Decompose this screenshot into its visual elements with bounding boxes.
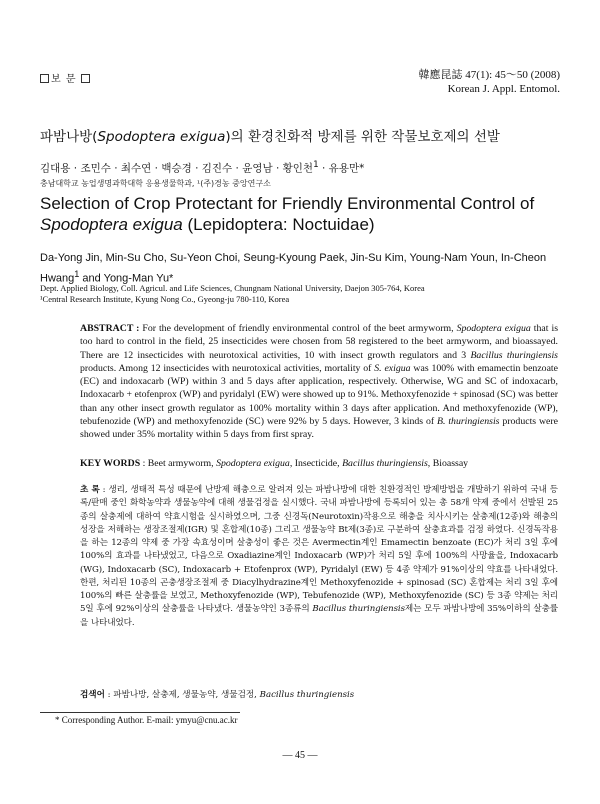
english-abstract: ABSTRACT : For the development of friendly environmental control of the beet armyworm, Spodoptera exigua that is too hard to control in the field, 25 insecticides were chosen from 58 registered to the beet armyworm, and bioassayed. There are 12 insecticides with neurotoxical activities, 10 with insect growth regulators and 3 Bacillus thuringiensis products. Among 12 insecticides with neurotoxical activities, mortality of S. exigua was 100% with emamectin benzoate (EC) and indoxacarb (WP) within 3 and 5 days after application, respectively. Otherwise, WG and SC of indoxacarb, Indoxacarb + etofenprox (WP) and pyridalyl (EW) were showed up to 91%. Methoxyfenozide + spinosad (SC) was better than any other insect growth regulator as 100% mortality within 3 days after application. And methoxyfenozide (WP), tebufenozide (WP) and methoxyfenozide (SC) were 92% by 5 days. However, 3 kinds of B. thuringiensis products were showed under 35% mortality within 5 days from first spray. (80, 323, 559, 441)
korean-keywords: 검색어 : 파밤나방, 살충제, 생물농약, 생물검정, Bacillus thuringiensis (80, 690, 355, 700)
english-keywords: KEY WORDS : Beet armyworm, Spodoptera exigua, Insecticide, Bacillus thuringiensis, Bioassay (80, 458, 469, 469)
footnote-divider (40, 712, 240, 713)
korean-abstract: 초 록 : 생리, 생태적 특성 때문에 난방제 해충으로 알려져 있는 파밤나방에 대한 친환경적인 방제방법을 개발하기 위하여 국내 등록/판매 중인 화학농약과 생물농약에 대해 생물검정을 실시했다. 국내 파밤나방에 등록되어 있는 총 58개 약제 중에서 선발된 25종의 살충제에 대하여 약효시험을 실시하였으며, 그중 신경독(Neurotoxin)작용으로 해충을 치사시키는 살충제(12종)와 해충의 성장을 저해하는 생장조절제(IGR) 및 혼합제(10종) 그리고 생물농약 Bt제(3종)로 구분하여 살충효과를 검정 하였다. 신경독작용을 하는 12종의 약제 중 가장 속효성이며 살충성이 좋은 것은 Avermectin계인 Emamectin benzoate (EC)가 처리 3일 후에 100%의 효과를 나타냈었고, 다음으로 Oxadiazine계인 Indoxacarb (WP)가 처리 5일 후에 100%의 사망율을, Indoxacarb (WG), Indoxacarb (SC), Indoxacarb + Etofenprox (WP), Pyridalyl (EW) 등 4종 약제가 91%이상의 약효를 나타내었다. 한편, 처리된 10종의 곤충생장조절제 중 Diacylhydrazine계인 Methoxyfenozide + spinosad (SC) 혼합제는 처리 3일 후에 100%의 빠른 살충률을 보였고, Methoxyfenozide (WP), Tebufenozide (WP), Methoxyfenozide (SC) 등 3종 약제는 처리 5일 후에 92%이상의 살충률을 나타냈다. 생물농약인 3종류의 Bacillus thuringiensis제는 모두 파밤나방에 35%이하의 살충률을 나타내었다. (80, 485, 559, 628)
korean-authors: 김대용 · 조민수 · 최수연 · 백승경 · 김진수 · 윤영남 · 황인천$^1$ · 유용만* (40, 160, 365, 175)
box-icon (40, 74, 49, 83)
page-number: — 45 — (282, 750, 318, 761)
section-label: 보 문 (40, 70, 92, 85)
english-affiliation: Dept. Applied Biology, Coll. Agricul. and Life Sciences, Chungnam National University, Daejon 305-764, Korea ¹Central Research Institute, Kyung Nong Co., Gyeong-ju 780-110, Korea (40, 283, 425, 304)
english-title: Selection of Crop Protectant for Friendly Environmental Control of Spodoptera exigua (Lepidoptera: Noctuidae) (40, 194, 535, 234)
corresponding-author-footnote: * Corresponding Author. E-mail: ymyu@cnu.ac.kr (55, 715, 238, 725)
box-icon (81, 74, 90, 83)
journal-header (419, 68, 560, 96)
journal-citation-kr: 韓應昆誌 47(1): 45～50 (2008) (418, 69, 560, 81)
english-authors: Da-Yong Jin, Min-Su Cho, Su-Yeon Choi, Seung-Kyoung Paek, Jin-Su Kim, Young-Nam Youn, In-Cheon Hwang$^1$ and Yong-Man Yu* (40, 252, 547, 285)
korean-title: 파밤나방(Spodoptera exigua)의 환경친화적 방제를 위한 작물보호제의 선발 (40, 129, 500, 145)
journal-name-en: Korean J. Appl. Entomol. (447, 83, 560, 95)
korean-affiliation: 충남대학교 농업생명과학대학 응용생물학과, ¹(주)경농 중앙연구소 (40, 179, 271, 188)
